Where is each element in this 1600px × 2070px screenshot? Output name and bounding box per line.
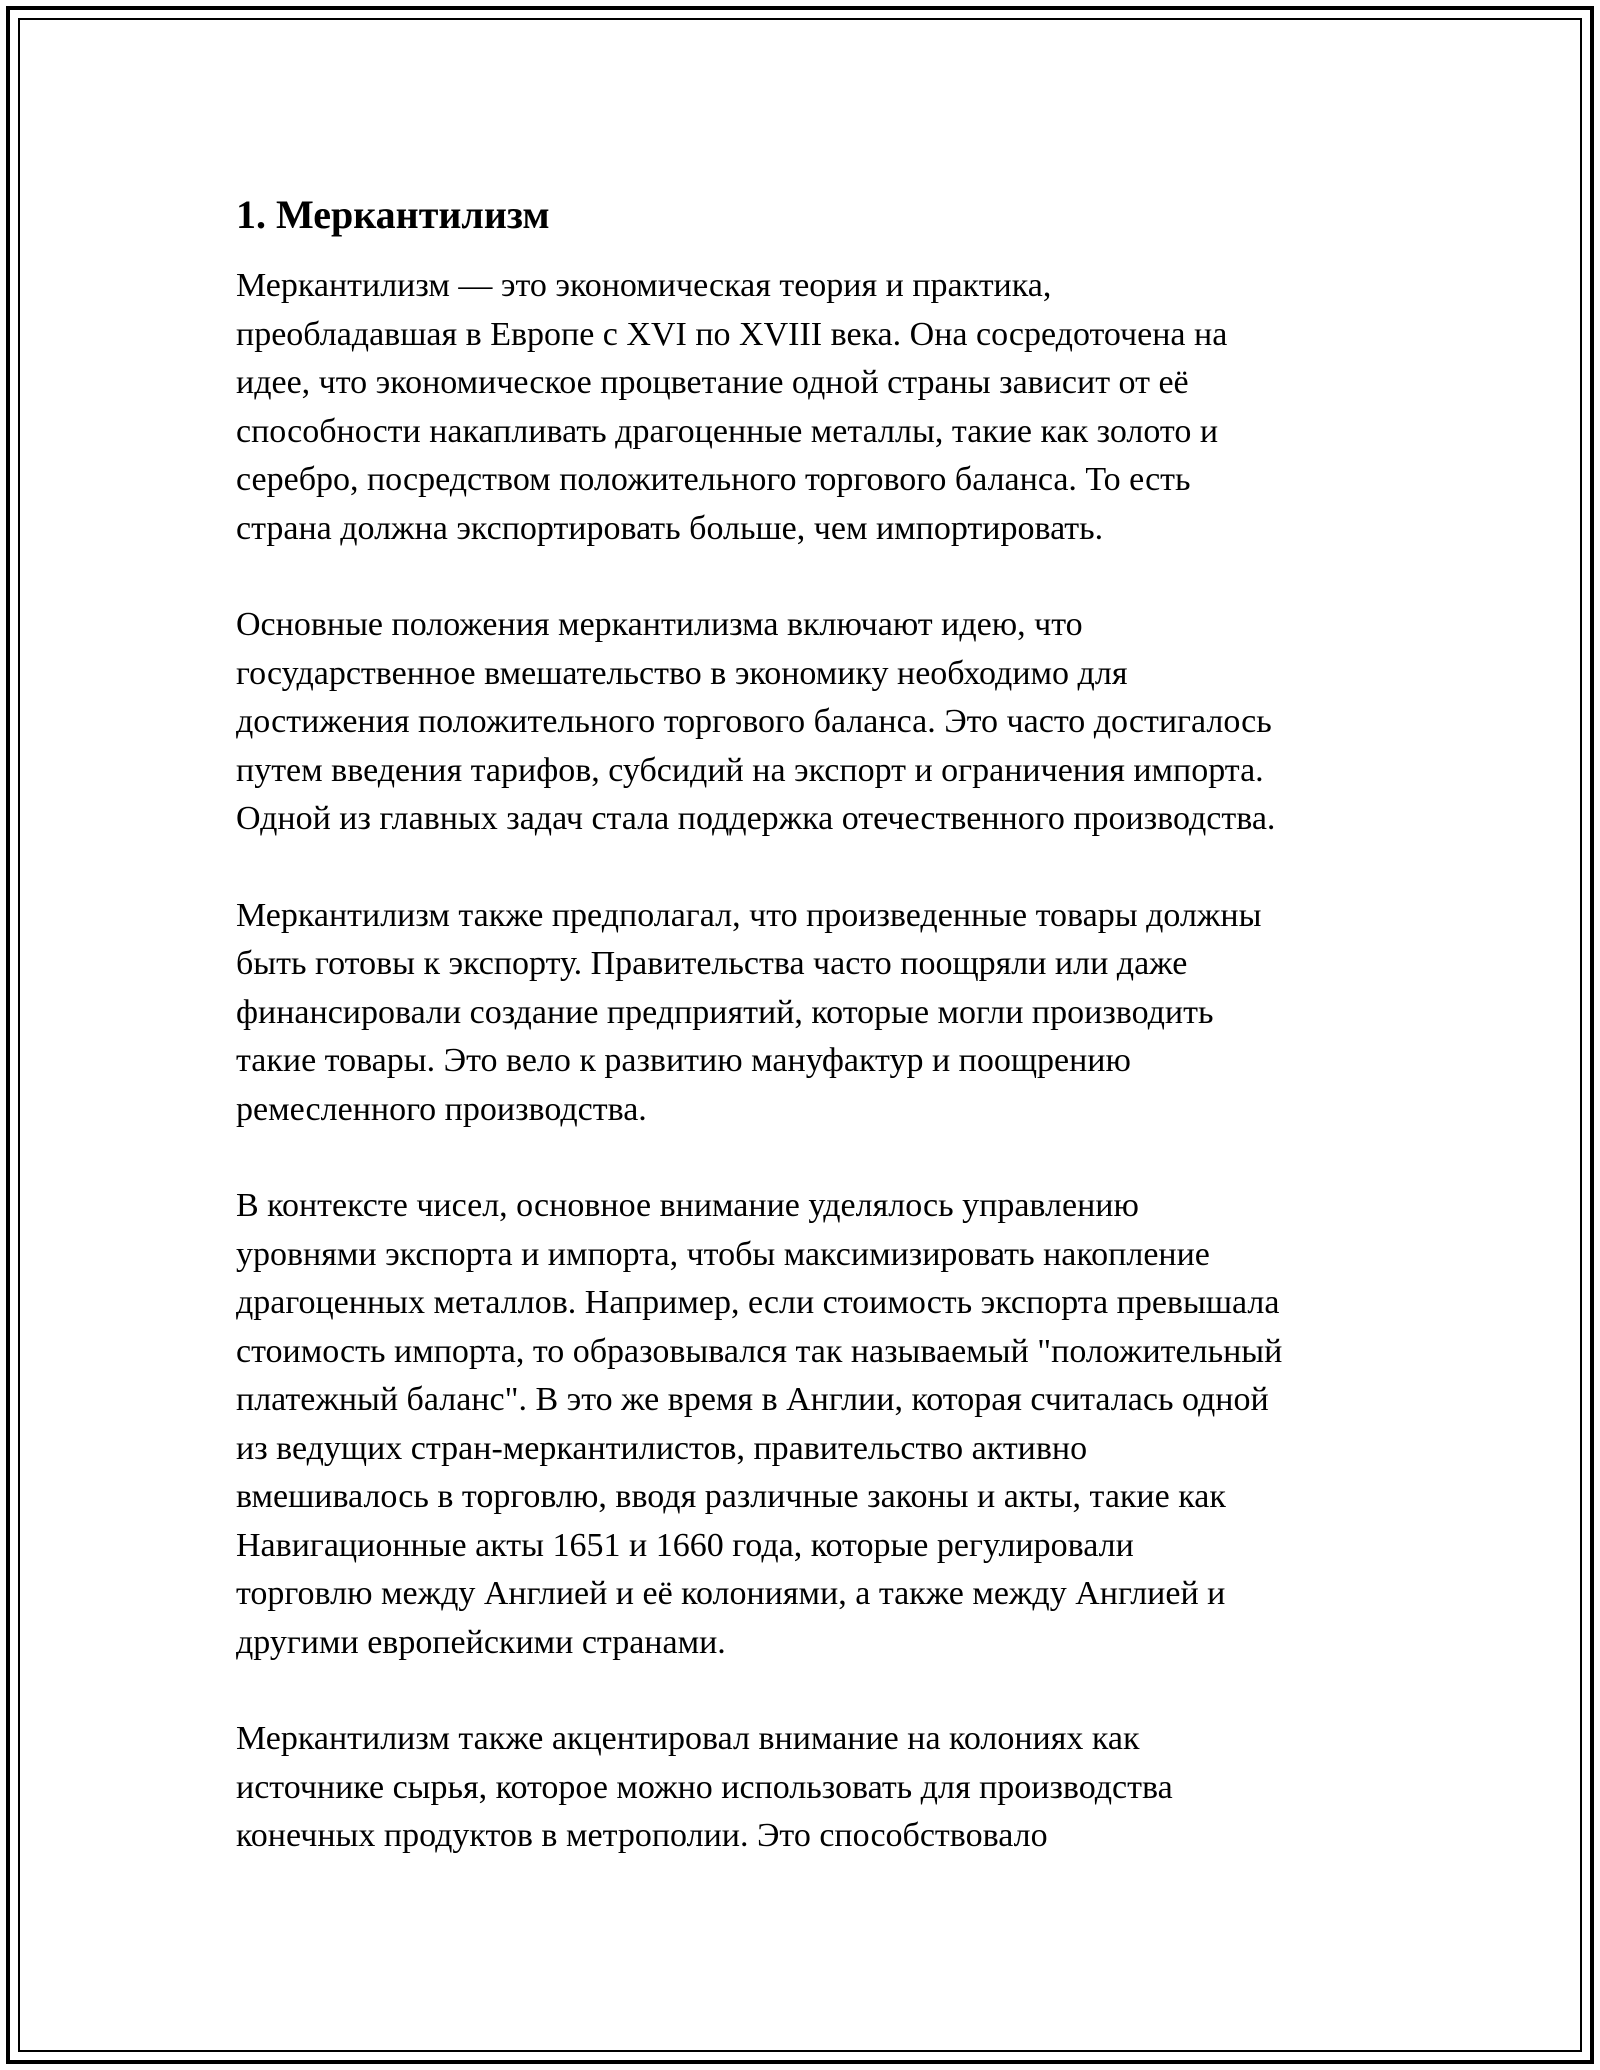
paragraph-4: В контексте чисел, основное внимание уделялось управлению уровнями экспорта и импорта, чтобы максимизировать накопление драгоценных металлов. Например, если стоимость экспорта превышала стоимость импорта, то образовывался так называемый "положительный платежный баланс". В это же время в Англии, которая считалась одной из ведущих стран-меркантилистов, правительство активно вмешивалось в торговлю, вводя различные законы и акты, такие как Навигационные акты 1651 и 1660 года, которые регулировали торговлю между Англией и её колониями, а также между Англией и другими европейскими странами. bbox=[236, 1187, 1283, 1661]
paragraph-3: Меркантилизм также предполагал, что произведенные товары должны быть готовы к экспорту. Правительства часто поощряли или даже финансировали создание предприятий, которые могли производить такие товары. Это вело к развитию мануфактур и поощрению ремесленного производства. bbox=[236, 896, 1262, 1128]
section-heading: 1. Меркантилизм bbox=[236, 192, 550, 237]
paragraph-1: Меркантилизм — это экономическая теория и практика, преобладавшая в Европе с XVI по XVIII века. Она сосредоточена на идее, что экономическое процветание одной страны зависит от её способности накапливать драгоценные металлы, такие как золото и серебро, посредством положительного торгового баланса. То есть страна должна экспортировать больше, чем импортировать. bbox=[236, 267, 1228, 547]
paragraph-2: Основные положения меркантилизма включают идею, что государственное вмешательство в экономику необходимо для достижения положительного торгового баланса. Это часто достигалось путем введения тарифов, субсидий на экспорт и ограничения импорта. Одной из главных задач стала поддержка отечественного производства. bbox=[236, 606, 1276, 837]
paragraph-5: Меркантилизм также акцентировал внимание на колониях как источнике сырья, которое можно использовать для производства конечных продуктов в метрополии. Это способствовало bbox=[236, 1720, 1173, 1854]
document-body bbox=[236, 186, 1386, 1909]
